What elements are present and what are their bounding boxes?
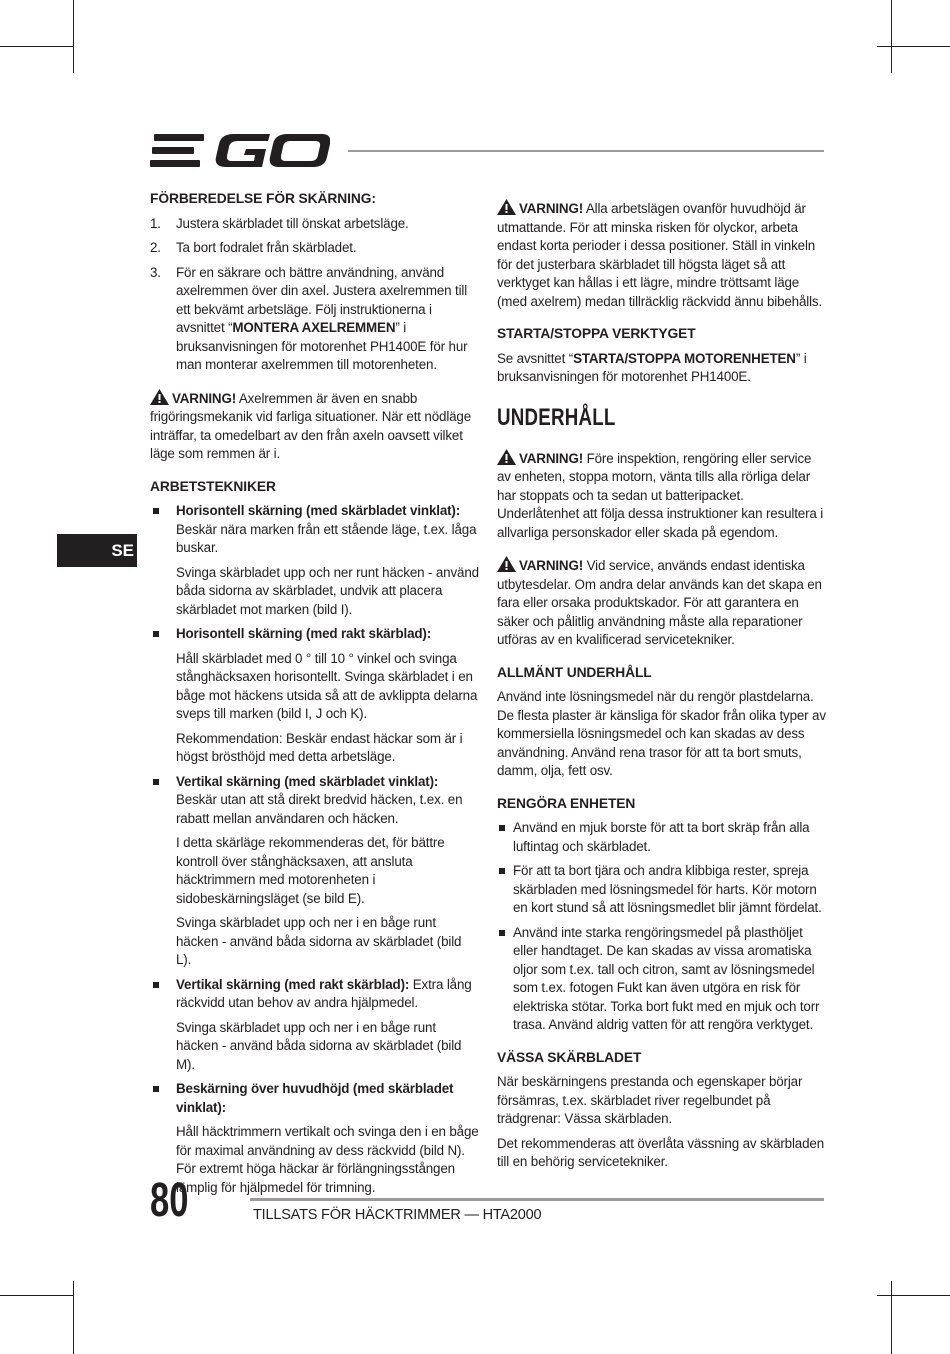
clean-unit-title: RENGÖRA ENHETEN — [497, 795, 636, 811]
bullet-title: Vertikal skärning (med skärbladet vinklat): — [176, 773, 439, 789]
step-number: 1. — [150, 215, 161, 231]
crop-mark — [891, 1281, 892, 1354]
bullet-text: Extra lång räckvidd utan behov av andra hjälpmedel. — [176, 976, 472, 1010]
list-item — [150, 264, 480, 375]
step-text: För en säkrare och bättre användning, använd axelremmen över din axel. Justera axelremmen till ett bekvämt arbetsläge. Följ instruktionerna i avsnittet “ — [176, 264, 468, 335]
warning-text: Axelremmen är även en snabb frigöringsmekanik vid farliga situationer. När ett nödläge inträffar, ta omedelbart av den från axeln oavsett vilket läge som remmen är i. — [150, 390, 472, 461]
sharpen-text: När beskärningens prestanda och egenskaper börjar försämras, t.ex. skärbladet river regelbundet på trädgrenar: Vässa skärbladen. — [497, 1074, 803, 1126]
bullet-subtext: Håll skärbladet med 0 ° till 10 ° vinkel och svinga stånghäcksaxen horisontellt. Svinga skärbladet i en båge mot häckens utsida så att de avklippta delarna sveps till marken (bild I, J och K). — [176, 650, 478, 721]
bullet-text: För att ta bort tjära och andra klibbiga rester, spreja skärbladen med lösningsmedel för harts. Kör motorn en kort stund så att lösningsmedlet blir jämnt fördelat. — [513, 863, 822, 915]
warning-paragraph — [150, 389, 480, 464]
bullet-title: Horisontell skärning (med skärbladet vinklat): — [176, 503, 461, 518]
bullet-text: Använd en mjuk borste för att ta bort skräp från alla luftintag och skärbladet. — [513, 820, 810, 854]
warning-label: VARNING! — [519, 558, 584, 573]
clean-list — [497, 819, 827, 1035]
crop-mark — [877, 1295, 950, 1296]
sharpen-text: Det rekommenderas att överlåta vässning av skärbladen till en behörig servicetekniker. — [497, 1135, 824, 1169]
prep-steps — [150, 215, 480, 375]
warning-text: Vid service, används endast identiska utbytesdelar. Om andra delar används kan det skapa en fara eller orsaka produktskador. För att garantera en säker och pålitlig användning måste alla reparationer utföras av en kvalificerad servicetekniker. — [497, 558, 822, 647]
list-item — [497, 819, 827, 856]
warning-text: Alla arbetslägen ovanför huvudhöjd är utmattande. För att minska risken för olyckor, arbeta endast korta perioder i dessa positioner. Ställ in vinkeln för det justerbara skärbladet till högsta läget så att verktyget kan hållas i ett lägre, mindre tröttsamt läge (med axelrem) medan tillräcklig räckvidd ännu bibehålls. — [497, 201, 823, 309]
warning-label: VARNING! — [172, 390, 237, 406]
maintenance-title: UNDERHÅLL — [497, 403, 616, 431]
warning-label: VARNING! — [519, 201, 584, 216]
bullet-subtext: Svinga skärbladet upp och ner i en båge runt häcken - använd båda sidorna av skärbladet (bild M). — [176, 1019, 462, 1072]
list-item — [497, 924, 827, 1035]
list-item — [150, 773, 480, 970]
start-stop-text — [497, 350, 827, 387]
warning-paragraph — [497, 199, 827, 311]
general-maintenance-text: Använd inte lösningsmedel när du rengör plastdelarna. De flesta plaster är känsliga för skador från olika typer av kommersiella lösningsmedel och kan skadas av dess användning. Använd rena trasor för att ta bort smuts, damm, olja, fett osv. — [497, 689, 826, 778]
step-number: 3. — [150, 264, 161, 280]
bullet-title: Beskärning över huvudhöjd (med skärbladet vinklat): — [176, 1081, 454, 1115]
crop-mark — [0, 1295, 73, 1296]
square-bullet-icon — [153, 1086, 159, 1092]
list-item — [150, 215, 480, 234]
list-item — [497, 862, 827, 918]
sharpen-title: VÄSSA SKÄRBLADET — [497, 1049, 642, 1065]
square-bullet-icon — [499, 930, 505, 936]
warning-triangle-icon — [497, 449, 516, 465]
crop-mark — [73, 1281, 74, 1354]
text-run: Se avsnittet “ — [497, 350, 574, 366]
list-item — [150, 502, 480, 619]
bullet-title: Vertikal skärning (med rakt skärblad): — [176, 976, 410, 992]
warning-paragraph — [497, 556, 827, 650]
general-maintenance-title: ALLMÄNT UNDERHÅLL — [497, 664, 652, 680]
step-text: Ta bort fodralet från skärbladet. — [176, 240, 357, 255]
bullet-text: Beskär nära marken från ett stående läge, t.ex. låga buskar. — [176, 521, 477, 555]
ego-logo — [150, 131, 330, 171]
square-bullet-icon — [153, 982, 159, 988]
square-bullet-icon — [499, 868, 505, 874]
right-column — [497, 199, 827, 1178]
warning-triangle-icon — [497, 199, 516, 215]
text-bold: STARTA/STOPPA MOTORENHETEN — [573, 350, 796, 366]
left-column — [150, 190, 480, 1203]
crop-mark — [891, 0, 892, 73]
list-item — [150, 1080, 480, 1197]
crop-mark — [73, 0, 74, 73]
square-bullet-icon — [499, 825, 505, 831]
step-number: 2. — [150, 240, 161, 255]
warning-triangle-icon — [150, 389, 169, 405]
start-stop-title: STARTA/STOPPA VERKTYGET — [497, 326, 696, 341]
warning-text: Före inspektion, rengöring eller service av enheten, stoppa motorn, vänta tills alla rörliga delar har stoppats och ta sedan ut batteripacket. Underlåtenhet att följa dessa instruktioner kan resultera i allvarliga personskador eller skada på egendom. — [497, 450, 824, 540]
warning-label: VARNING! — [519, 450, 584, 466]
language-tab: SE — [57, 534, 137, 567]
square-bullet-icon — [153, 631, 159, 637]
bullet-text: Använd inte starka rengöringsmedel på plasthöljet eller handtaget. De kan skadas av vissa aromatiska oljor som t.ex. tall och citron, samt av lösningsmedel som t.ex. fotogen Fukt kan även utgöra en risk för elektriska stötar. Torka bort fukt med en mjuk och torr trasa. Använd aldrig vatten för att rengöra verktyget. — [513, 924, 820, 1032]
prep-title: FÖRBEREDELSE FÖR SKÄRNING: — [150, 191, 376, 206]
page-number: 80 — [150, 1174, 189, 1227]
square-bullet-icon — [153, 779, 159, 785]
maintenance-heading-wrap — [497, 403, 827, 439]
step-text: ” i bruksanvisningen för motorenhet PH1400E för hur man monterar axelremmen till motorenheten. — [176, 320, 468, 372]
bullet-subtext: I detta skärläge rekommenderas det, för bättre kontroll över stånghäcksaxen, att ansluta häcktrimmern med motorenheten i sidobeskärningsläget (se bild E). — [176, 835, 445, 906]
techniques-list — [150, 502, 480, 1197]
bullet-subtext: Rekommendation: Beskär endast häckar som är i högst brösthöjd med detta arbetsläge. — [176, 730, 463, 764]
bullet-subtext: Svinga skärbladet upp och ner runt häcken - använd båda sidorna av skärbladet, undvik att placera skärbladet mot marken (bild I). — [176, 564, 479, 617]
header-rule — [348, 150, 824, 152]
warning-triangle-icon — [497, 556, 516, 572]
warning-paragraph — [497, 449, 827, 543]
list-item — [150, 625, 480, 767]
text-run: ” i bruksanvisningen för motorenhet PH1400E. — [497, 350, 807, 384]
techniques-title: ARBETSTEKNIKER — [150, 478, 276, 494]
step-text: Justera skärbladet till önskat arbetsläge. — [176, 215, 409, 231]
footer-rule — [250, 1198, 824, 1201]
bullet-text: Beskär utan att stå direkt bredvid häcken, t.ex. en rabatt mellan användaren och häcken. — [176, 792, 463, 826]
step-bold: MONTERA AXELREMMEN — [232, 320, 396, 335]
list-item — [150, 239, 480, 258]
footer-text: TILLSATS FÖR HÄCKTRIMMER — HTA2000 — [253, 1207, 542, 1223]
bullet-subtext: Håll häcktrimmern vertikalt och svinga den i en båge för maximal användning av dess räckvidd (bild N). För extremt höga häckar är förlängningsstången lämplig för hjälpmedel för trimning. — [176, 1124, 479, 1195]
bullet-subtext: Svinga skärbladet upp och ner i en båge runt häcken - använd båda sidorna av skärbladet (bild L). — [176, 915, 462, 967]
list-item — [150, 976, 480, 1075]
square-bullet-icon — [153, 508, 159, 514]
crop-mark — [877, 46, 950, 47]
bullet-title: Horisontell skärning (med rakt skärblad): — [176, 626, 432, 641]
crop-mark — [0, 46, 73, 47]
